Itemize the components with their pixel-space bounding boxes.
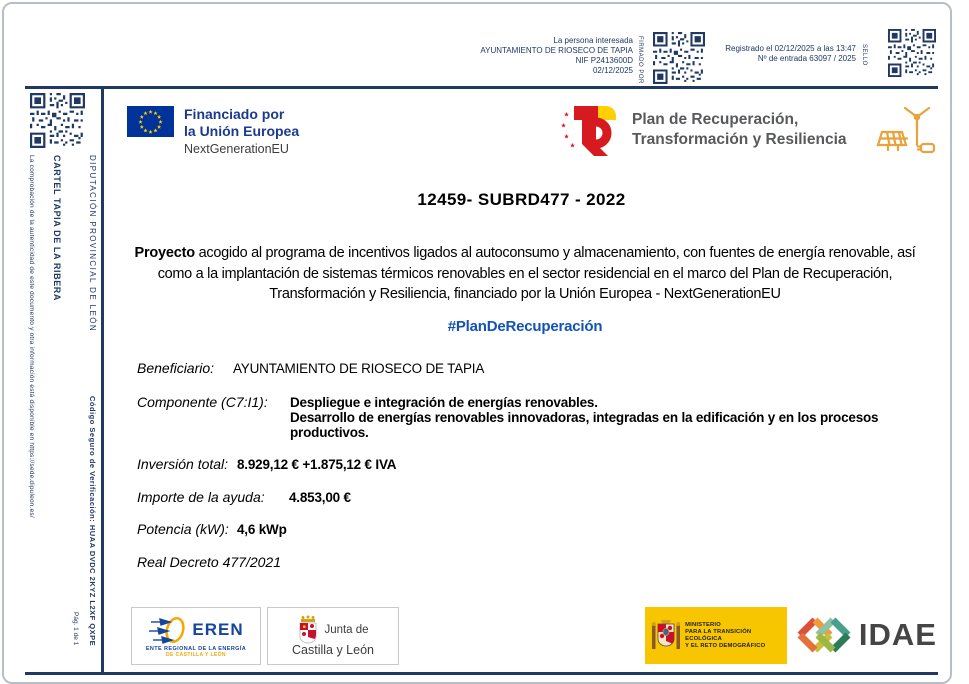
field-label: Importe de la ayuda: — [137, 489, 265, 505]
idae-logo — [795, 606, 937, 664]
sidebar-organization: DIPUTACIÓN PROVINCIAL DE LEÓN — [88, 155, 97, 333]
prtr-tr-logo-icon — [560, 100, 620, 160]
field-label: Inversión total: — [137, 456, 229, 472]
componente-value-line: Desarrollo de energías renovables innovadoras, integradas en la edificación y en los procesos productivos. — [290, 410, 879, 440]
firmado-por-label: FIRMADO POR — [637, 36, 643, 84]
prtr-text-line: Plan de Recuperación, — [632, 111, 799, 128]
signed-line: La persona interesada — [553, 36, 633, 45]
intro-paragraph — [125, 243, 925, 305]
bottom-divider — [25, 672, 938, 675]
field-value: 4.853,00 € — [289, 490, 351, 505]
field-value: 4,6 kWp — [237, 522, 287, 537]
junta-crest-icon — [297, 615, 319, 645]
field-label: Beneficiario: — [137, 360, 215, 376]
ministry-logo — [645, 607, 787, 664]
field-label: Real Decreto 477/2021 — [137, 554, 281, 570]
prtr-text-line: Transformación y Resiliencia — [632, 131, 847, 148]
field-label: Potencia (kW): — [137, 521, 229, 537]
intro-rest: acogido al programa de incentivos ligados al autoconsumo y almacenamiento, con fuentes de energía renovable, así como a la implantación de sistemas térmicos renovables en el sector residencial en el marco del Plan de Recuperación, Transformación y Resiliencia, financiado por la Unión Europea - NextGenerationEU — [157, 245, 916, 302]
file-reference-title: 12459- SUBRD477 - 2022 — [417, 190, 626, 209]
sidebar-verification-code: Código Seguro de Verificación: HUAA DVDC 2KYZ L2XF QXPE — [88, 396, 97, 647]
renewable-energy-icon — [874, 102, 938, 156]
prtr-logo — [560, 100, 847, 160]
plan-hashtag: #PlanDeRecuperación — [447, 318, 603, 335]
ministry-text-line: MINISTERIO — [685, 621, 721, 628]
field-label: Componente (C7:I1): — [137, 394, 268, 410]
field-inversion-total — [137, 456, 396, 472]
junta-text-line: Junta de — [324, 624, 369, 636]
spain-coat-of-arms-icon — [651, 616, 680, 656]
eu-flag-icon — [127, 106, 174, 137]
eu-funding-text — [184, 106, 299, 158]
idae-knot-icon — [795, 613, 851, 657]
registered-line: Nº de entrada 63097 / 2025 — [757, 54, 856, 63]
top-divider — [25, 86, 938, 89]
sidebar-document-title: CARTEL TAPIA DE LA RIBERA — [52, 155, 62, 302]
field-beneficiario — [137, 360, 484, 376]
field-importe-ayuda — [137, 489, 351, 505]
eu-text-line: la Unión Europea — [184, 123, 300, 139]
qr-code-icon — [30, 93, 85, 148]
signed-line: NIF P2413600D — [575, 56, 633, 65]
junta-text-line: Castilla y León — [292, 643, 374, 657]
field-potencia — [137, 521, 287, 537]
intro-lead: Proyecto — [134, 245, 195, 261]
eren-logo — [131, 607, 261, 665]
idae-name: IDAE — [858, 617, 937, 652]
signed-by-block — [335, 36, 633, 76]
prtr-text — [632, 110, 847, 150]
signed-line: 02/12/2025 — [592, 66, 633, 75]
eu-text-line: Financiado por — [184, 106, 285, 122]
ministry-text-line: Y EL RETO DEMOGRÁFICO — [685, 642, 766, 649]
ministry-text-line: PARA LA TRANSICIÓN ECOLÓGICA — [685, 628, 752, 642]
eren-name: EREN — [192, 619, 244, 639]
eu-text-line: NextGenerationEU — [184, 142, 289, 156]
eu-funding-logo — [127, 106, 299, 158]
sidebar-divider — [101, 86, 104, 675]
qr-code-icon — [888, 29, 936, 77]
sello-label: SELLO — [861, 44, 867, 66]
field-componente — [137, 394, 935, 440]
field-real-decreto — [137, 554, 281, 570]
field-value: AYUNTAMIENTO DE RIOSECO DE TAPIA — [233, 361, 485, 376]
eren-subtitle: DE CASTILLA Y LEÓN — [166, 651, 226, 658]
sidebar-page-indicator: Pág. 1 de 1 — [72, 612, 79, 646]
registered-line: Registrado el 02/12/2025 a las 13:47 — [725, 44, 856, 53]
field-value: 8.929,12 € +1.875,12 € IVA — [237, 457, 397, 472]
junta-logo — [267, 607, 399, 665]
registered-block — [660, 44, 856, 64]
componente-value-line: Despliegue e integración de energías renovables. — [290, 395, 598, 410]
ministry-text — [685, 622, 787, 650]
signed-line: AYUNTAMIENTO DE RIOSECO DE TAPIA — [480, 46, 633, 55]
field-value — [290, 395, 935, 440]
eren-logo-icon — [148, 615, 188, 645]
sidebar-authenticity-note: La comprobación de la autenticidad de este documento y otra información está disponible en https://sede.dipuleon.es/ — [28, 155, 35, 518]
eren-subtitle: ENTE REGIONAL DE LA ENERGÍA — [145, 645, 247, 652]
